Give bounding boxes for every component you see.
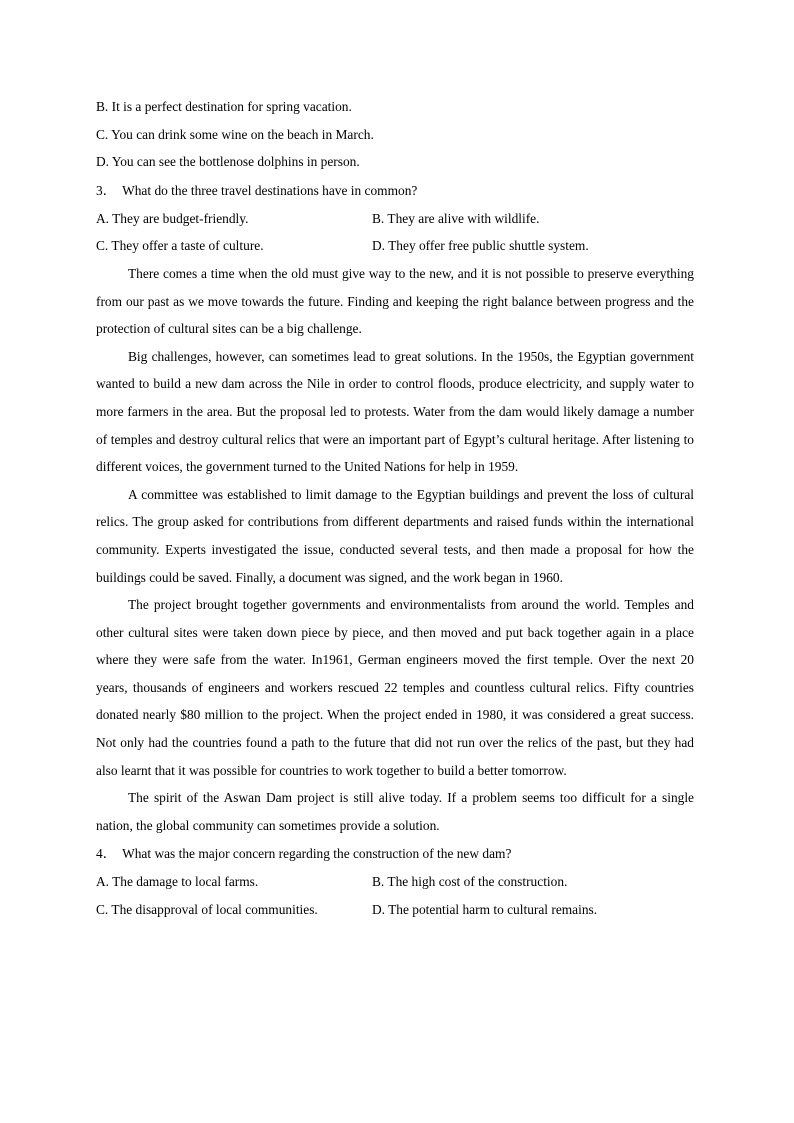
passage-paragraph-4: The project brought together governments and environmentalists from around the world. Temples and other cultural sites were taken down piece by piece, and then moved and put back together again in a place where they were safe from the water. In1961, German engineers moved the first temple. Over the next 20 years, thousands of engineers and workers rescued 22 temples and countless cultural relics. Fifty countries donated nearly $80 million to the project. When the project ended in 1980, it was considered a great success. Not only had the countries found a path to the future that did not run over the relics of the past, but they had also learnt that it was possible for countries to work together to build a better tomorrow. — [96, 597, 694, 778]
q3-option-d: D. They offer free public shuttle system. — [372, 238, 589, 254]
q3-options-row-2 — [96, 232, 696, 260]
q4-number: 4． — [96, 846, 117, 862]
q4-stem-text: What was the major concern regarding the construction of the new dam? — [122, 846, 512, 862]
q3-number: 3． — [96, 182, 117, 198]
q4-option-c: C. The disapproval of local communities. — [96, 902, 318, 918]
q4-option-d: D. The potential harm to cultural remains. — [372, 902, 598, 918]
q3-options-row-1 — [96, 205, 696, 233]
q4-options-row-2 — [96, 896, 696, 924]
q4-option-a: A. The damage to local farms. — [96, 874, 259, 890]
q3-option-b: B. They are alive with wildlife. — [372, 210, 540, 226]
q4-options-row-1 — [96, 868, 696, 896]
passage-paragraph-2: Big challenges, however, can sometimes lead to great solutions. In the 1950s, the Egyptian government wanted to build a new dam across the Nile in order to control floods, produce electricity, and supply water to more farmers in the area. But the proposal led to protests. Water from the dam would likely damage a number of temples and destroy cultural relics that were an important part of Egypt’s cultural heritage. After listening to different voices, the government turned to the United Nations for help in 1959. — [96, 348, 694, 475]
passage-paragraph-5: The spirit of the Aswan Dam project is still alive today. If a problem seems too difficult for a single nation, the global community can sometimes provide a solution. — [96, 790, 694, 833]
q3-stem-text: What do the three travel destinations have in common? — [122, 182, 418, 198]
q2-option-c: C. You can drink some wine on the beach in March. — [96, 126, 374, 142]
q2-option-d: D. You can see the bottlenose dolphins in person. — [96, 154, 360, 170]
passage-paragraph-3: A committee was established to limit damage to the Egyptian buildings and prevent the loss of cultural relics. The group asked for contributions from different departments and raised funds within the international community. Experts investigated the issue, conducted several tests, and then made a proposal for how the buildings could be saved. Finally, a document was signed, and the work began in 1960. — [96, 486, 694, 585]
q3-stem — [96, 176, 696, 205]
q4-option-b: B. The high cost of the construction. — [372, 874, 568, 890]
q2-option-b: B. It is a perfect destination for spring vacation. — [96, 99, 352, 114]
document-page — [96, 93, 696, 924]
q4-stem — [96, 839, 696, 868]
passage-paragraph-1: There comes a time when the old must give way to the new, and it is not possible to preserve everything from our past as we move towards the future. Finding and keeping the right balance between progress and the protection of cultural sites can be a big challenge. — [96, 265, 694, 337]
q3-option-c: C. They offer a taste of culture. — [96, 238, 264, 254]
q3-option-a: A. They are budget-friendly. — [96, 210, 249, 226]
